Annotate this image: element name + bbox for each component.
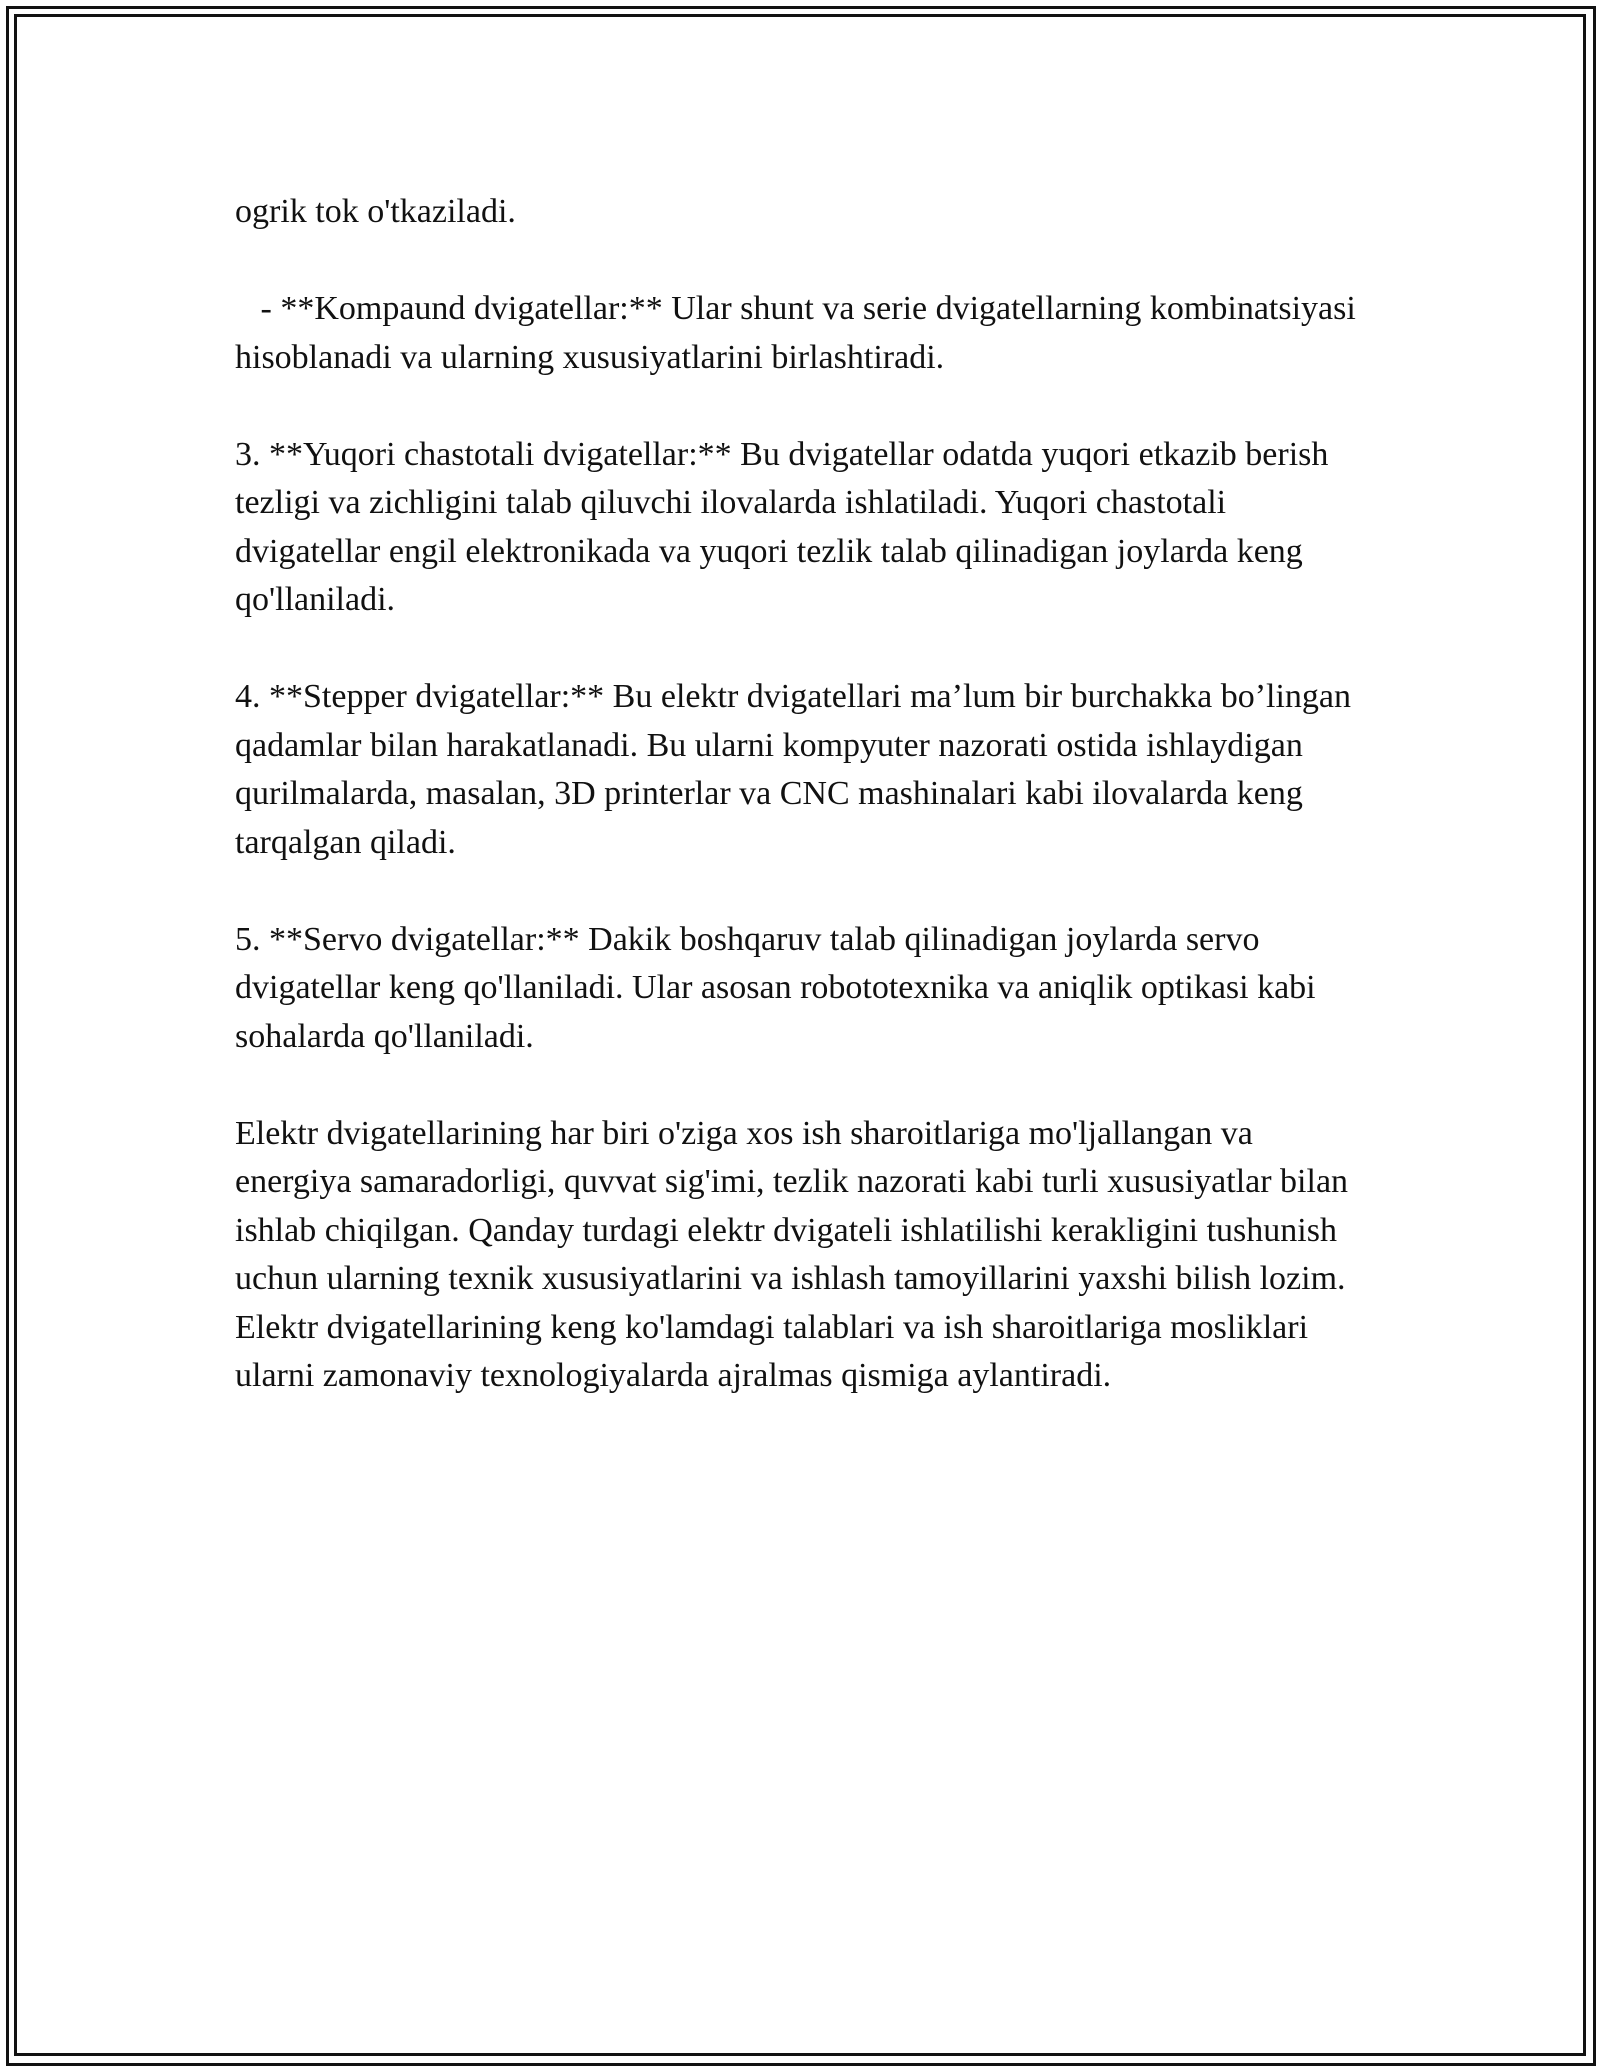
document-body bbox=[235, 188, 1375, 1401]
paragraph-stepper-motors: 4. **Stepper dvigatellar:** Bu elektr dvigatellari ma’lum bir burchakka bo’lingan qadamlar bilan harakatlanadi. Bu ularni kompyuter nazorati ostida ishlaydigan qurilmalarda, masalan, 3D printerlar va CNC mashinalari kabi ilovalarda keng tarqalgan qiladi. bbox=[235, 678, 1360, 861]
paragraph-gap bbox=[235, 867, 1375, 916]
paragraph-gap bbox=[235, 625, 1375, 674]
paragraph-high-frequency-motors: 3. **Yuqori chastotali dvigatellar:** Bu dvigatellar odatda yuqori etkazib berish tezligi va zichligini talab qiluvchi ilovalarda ishlatiladi. Yuqori chastotali dvigatellar engil elektronikada va yuqori tezlik talab qilinadigan joylarda keng qo'llaniladi. bbox=[235, 435, 1337, 618]
paragraph-servo-motors: 5. **Servo dvigatellar:** Dakik boshqaruv talab qilinadigan joylarda servo dvigatellar keng qo'llaniladi. Ular asosan robototexnika va aniqlik optikasi kabi sohalarda qo'llaniladi. bbox=[235, 920, 1325, 1055]
paragraph-gap bbox=[235, 382, 1375, 431]
paragraph-continuation: ogrik tok o'tkaziladi. bbox=[235, 193, 516, 230]
paragraph-gap bbox=[235, 237, 1375, 286]
paragraph-conclusion: Elektr dvigatellarining har biri o'ziga xos ish sharoitlariga mo'ljallangan va energiya samaradorligi, quvvat sig'imi, tezlik nazorati kabi turli xususiyatlar bilan ishlab chiqilgan. Qanday turdagi elektr dvigateli ishlatilishi kerakligini tushunish uchun ularning texnik xususiyatlarini va ishlash tamoyillarini yaxshi bilish lozim. Elektr dvigatellarining keng ko'lamdagi talablari va ish sharoitlariga mosliklari ularni zamonaviy texnologiyalarda ajralmas qismiga aylantiradi. bbox=[235, 1114, 1357, 1394]
paragraph-compound-motors: - **Kompaund dvigatellar:** Ular shunt va serie dvigatellarning kombinatsiyasi hisoblanadi va ularning xususiyatlarini birlashtiradi. bbox=[235, 290, 1365, 376]
paragraph-gap bbox=[235, 1061, 1375, 1110]
